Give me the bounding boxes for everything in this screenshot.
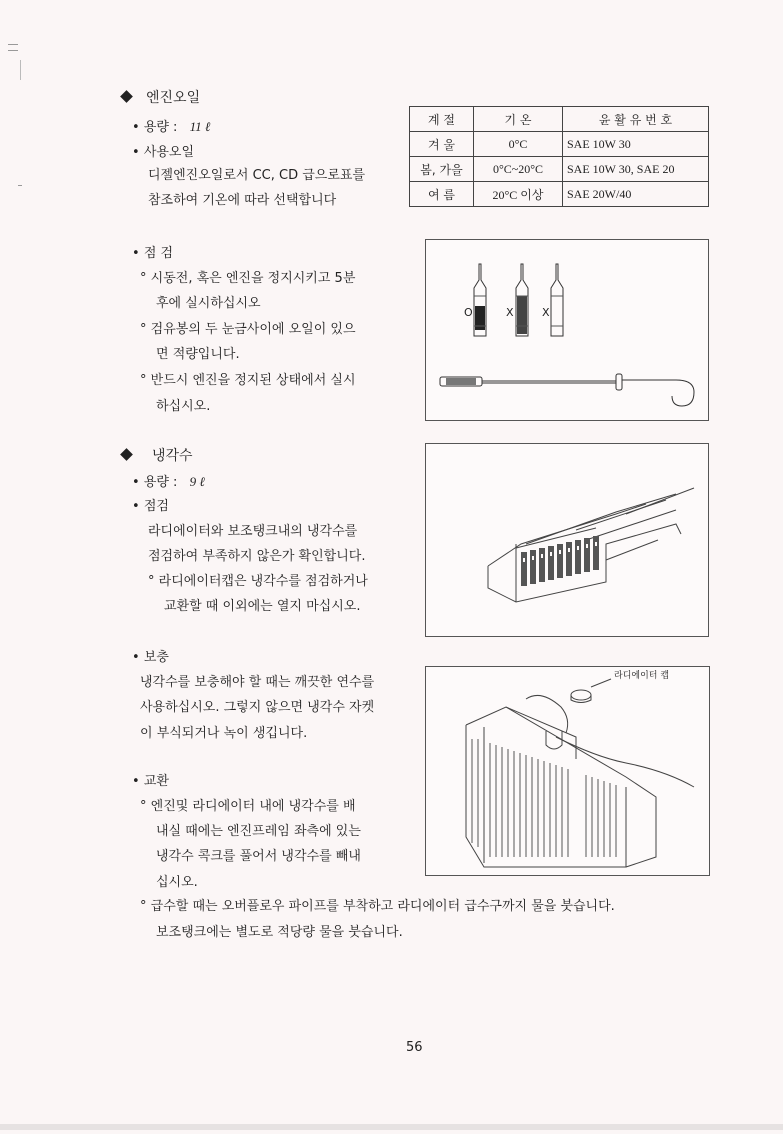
inspect-item-line <box>140 374 356 387</box>
replace-text: 엔진및 라디에이터 내에 냉각수를 배 <box>150 799 356 814</box>
dipstick-icon <box>440 374 694 406</box>
bullet-coolant-inspect <box>132 500 169 513</box>
usage-text-line: 디젤엔진오일로서 CC, CD 급으로표를 <box>148 168 366 183</box>
inspect-text: 후에 실시하십시오 <box>156 296 261 311</box>
table-cell: 여 름 <box>410 182 474 207</box>
table-cell: 0°C <box>474 132 563 157</box>
capacity-value: 9 ℓ <box>189 474 205 489</box>
inspect-item-line <box>140 323 356 336</box>
replace-item-line <box>140 900 615 913</box>
bullet-dot-icon: • <box>132 145 140 160</box>
bullet-usage <box>132 146 194 159</box>
table-cell: 봄, 가을 <box>410 157 474 182</box>
table-header-cell: 계 절 <box>410 107 474 132</box>
inspect-text: 반드시 엔진을 정지된 상태에서 실시 <box>150 373 356 388</box>
radiator-illustration <box>425 443 709 637</box>
table-row <box>410 157 709 182</box>
inspect-text: 면 적량입니다. <box>156 347 240 362</box>
refill-label: 보충 <box>143 650 169 665</box>
radiator-cap-illustration <box>425 666 710 876</box>
table-cell: 겨 울 <box>410 132 474 157</box>
oil-level-fill <box>517 296 527 334</box>
circle-bullet-icon: ° <box>140 271 147 286</box>
table-cell: SAE 10W 30, SAE 20 <box>563 157 709 182</box>
circle-bullet-icon: ° <box>140 373 147 388</box>
circle-bullet-icon: ° <box>140 322 147 337</box>
scan-mark <box>8 50 18 51</box>
cap-note-text: 교환할 때 이외에는 열지 마십시오. <box>164 599 361 614</box>
scan-mark <box>8 44 18 45</box>
capacity-label: 용량 : <box>143 120 178 135</box>
inspect-item-line <box>140 272 355 285</box>
replace-label: 교환 <box>143 774 169 789</box>
usage-text-line: 참조하여 기온에 따라 선택합니다 <box>148 193 337 208</box>
bullet-dot-icon: • <box>132 246 140 261</box>
refill-text: 이 부식되거나 녹이 생깁니다. <box>140 726 308 741</box>
inspect-text: 하십시오. <box>156 399 211 414</box>
table-row <box>410 132 709 157</box>
inspect-label: 점검 <box>143 499 169 514</box>
bullet-inspect <box>132 247 173 260</box>
dipstick-illustration <box>425 239 709 421</box>
table-header-row <box>410 107 709 132</box>
bullet-dot-icon: • <box>132 475 140 490</box>
table-cell: SAE 20W/40 <box>563 182 709 207</box>
usage-label: 사용오일 <box>143 145 195 160</box>
scan-mark <box>18 185 22 186</box>
dipstick-drawing <box>426 240 708 420</box>
table-cell: SAE 10W 30 <box>563 132 709 157</box>
oil-spec-table <box>409 106 709 207</box>
bullet-dot-icon: • <box>132 650 140 665</box>
replace-text: 십시오. <box>156 875 198 890</box>
scan-mark <box>0 1124 783 1130</box>
replace-text: 내실 때에는 엔진프레임 좌측에 있는 <box>156 824 361 839</box>
inspect-label: 점 검 <box>143 246 174 261</box>
inspect-text: 검유봉의 두 눈금사이에 오일이 있으 <box>150 322 356 337</box>
dipstick-mark: X <box>506 306 514 319</box>
section-title-coolant: 냉각수 <box>152 448 193 464</box>
circle-bullet-icon: ° <box>140 899 147 914</box>
cap-note-line <box>148 575 368 588</box>
capacity-value: 11 ℓ <box>189 119 211 134</box>
replace-item-line <box>140 800 356 813</box>
dipstick-mark: O <box>464 306 473 319</box>
section-bullet-icon <box>120 448 133 461</box>
table-header-cell: 윤 활 유 번 호 <box>563 107 709 132</box>
refill-text: 냉각수를 보충해야 할 때는 깨끗한 연수를 <box>140 675 375 690</box>
capacity-label: 용량 : <box>143 475 178 490</box>
section-bullet-icon <box>120 90 133 103</box>
page-number: 56 <box>406 1040 423 1055</box>
bullet-replace <box>132 775 169 788</box>
replace-text: 급수할 때는 오버플로우 파이프를 부착하고 라디에이터 급수구까지 물을 붓습니다. <box>150 899 615 914</box>
replace-text: 냉각수 콕크를 풀어서 냉각수를 빼내 <box>156 849 361 864</box>
table-cell: 20°C 이상 <box>474 182 563 207</box>
bullet-dot-icon: • <box>132 120 140 135</box>
refill-text: 사용하십시오. 그렇지 않으면 냉각수 자켓 <box>140 700 375 715</box>
radiator-cap-label: 라디에이터 캡 <box>614 671 670 681</box>
circle-bullet-icon: ° <box>140 799 147 814</box>
bullet-coolant-capacity <box>132 475 205 489</box>
cap-note-text: 라디에이터캡은 냉각수를 점검하거나 <box>158 574 368 589</box>
table-header-cell: 기 온 <box>474 107 563 132</box>
circle-bullet-icon: ° <box>148 574 155 589</box>
scan-mark <box>20 60 21 80</box>
bullet-dot-icon: • <box>132 774 140 789</box>
table-row <box>410 182 709 207</box>
inspect-text: 시동전, 혹은 엔진을 정지시키고 5분 <box>150 271 356 286</box>
dipstick-mark: X <box>542 306 550 319</box>
bullet-refill <box>132 651 169 664</box>
bullet-dot-icon: • <box>132 499 140 514</box>
bullet-capacity <box>132 120 210 134</box>
radiator-cap-drawing <box>426 667 709 875</box>
coolant-inspect-text: 라디에이터와 보조탱크내의 냉각수를 <box>148 524 358 539</box>
coolant-inspect-text: 점검하여 부족하지 않은가 확인합니다. <box>148 549 366 564</box>
section-title-engine-oil: 엔진오일 <box>146 90 201 106</box>
replace-text: 보조탱크에는 별도로 적당량 물을 붓습니다. <box>156 925 403 940</box>
table-cell: 0°C~20°C <box>474 157 563 182</box>
radiator-drawing <box>426 444 708 636</box>
